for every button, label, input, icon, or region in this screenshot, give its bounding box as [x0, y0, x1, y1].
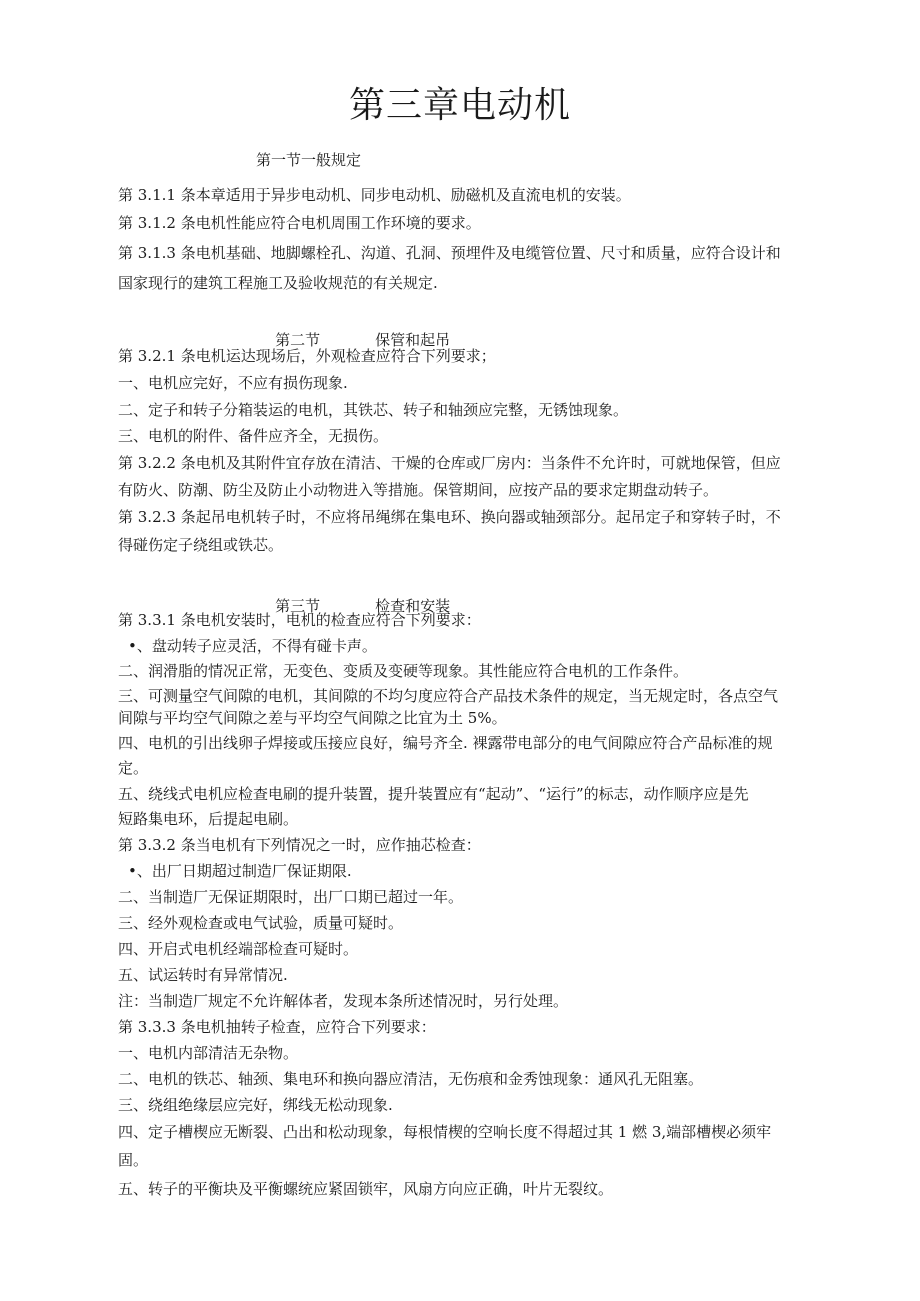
- list-item: 二、电机的铁芯、轴颈、集电环和换向器应清洁，无伤痕和金秀蚀现象：通风孔无阻塞。: [118, 1070, 704, 1088]
- list-item-cont: 间隙与平均空气间隙之差与平均空气间隙之比宜为土 5%。: [118, 709, 507, 727]
- list-item-cont: 固。: [118, 1151, 149, 1169]
- list-item: 五、试运转时有异常情况.: [118, 966, 288, 984]
- clause-3-1-1: 第 3.1.1 条本章适用于异步电动机、同步电动机、励磁机及直流电机的安装。: [118, 186, 631, 204]
- list-item: 二、定子和转子分箱装运的电机，其铁芯、转子和轴颈应完整，无锈蚀现象。: [118, 401, 629, 419]
- list-item: •、盘动转子应灵活，不得有碰卡声。: [128, 637, 377, 655]
- section-name: 检查和安装: [375, 597, 451, 615]
- list-item: •、出厂日期超过制造厂保证期限.: [128, 862, 352, 880]
- list-item: 五、绕线式电机应检查电刷的提升装置，提升装置应有“起动”、“运行”的标志，动作顺序应是先: [118, 785, 749, 803]
- list-item: 五、转子的平衡块及平衡螺统应紧固锁牢，风扇方向应正确，叶片无裂纹。: [118, 1180, 614, 1198]
- list-item: 三、经外观检查或电气试验，质量可疑时。: [118, 914, 404, 932]
- clause-3-2-2-cont: 有防火、防潮、防尘及防止小动物进入等措施。保管期间，应按产品的要求定期盘动转子。: [118, 481, 719, 499]
- section-name: 保管和起吊: [375, 331, 451, 349]
- clause-3-2-2: 第 3.2.2 条电机及其附件宜存放在清洁、干燥的仓库或厂房内：当条件不允许时，可就地保管，但应: [118, 454, 781, 472]
- clause-3-2-3-cont: 得碰伤定子绕组或铁芯。: [118, 536, 284, 554]
- list-item-cont: 短路集电环，后提起电刷。: [118, 810, 299, 828]
- clause-3-3-2: 第 3.3.2 条当电机有下列情况之一时，应作抽芯检查：: [118, 836, 481, 854]
- section-number: 第三节: [275, 597, 321, 615]
- list-item: 四、定子槽楔应无断裂、凸出和松动现象，每根情楔的空响长度不得超过其 1 燃 3,端部槽楔必须牢: [118, 1123, 772, 1141]
- clause-3-3-1: 第 3.3.1 条电机安装时，电机的检查应符合下列要求：: [118, 611, 481, 629]
- note: 注：当制造厂规定不允许解体者，发现本条所述情况时，另行处理。: [118, 992, 569, 1010]
- clause-3-1-3: 第 3.1.3 条电机基础、地脚螺栓孔、沟道、孔洞、预埋件及电缆管位置、尺寸和质量，应符合设计和: [118, 244, 781, 262]
- list-item: 一、电机应完好，不应有损伤现象.: [118, 374, 348, 392]
- section-number: 第二节: [275, 331, 321, 349]
- list-item: 四、开启式电机经端部检查可疑时。: [118, 940, 359, 958]
- list-item: 一、电机内部清洁无杂物。: [118, 1044, 299, 1062]
- list-item: 三、绕组绝缘层应完好，绑线无松动现象.: [118, 1096, 393, 1114]
- list-item: 四、电机的引出线卵子焊接或压接应良好，编号齐全. 裸露带电部分的电气间隙应符合产品标准的规: [118, 734, 773, 752]
- list-item: 三、电机的附件、备件应齐全，无损伤。: [118, 427, 389, 445]
- clause-3-1-3-cont: 国家现行的建筑工程施工及验收规范的有关规定.: [118, 274, 438, 292]
- list-item-cont: 定。: [118, 759, 149, 777]
- list-item: 三、可测量空气间隙的电机，其间隙的不均匀度应符合产品技术条件的规定，当无规定时，各点空气: [118, 687, 779, 705]
- list-item: 二、润滑脂的情况正常，无变色、变质及变硬等现象。其性能应符合电机的工作条件。: [118, 662, 689, 680]
- clause-3-3-3: 第 3.3.3 条电机抽转子检查，应符合下列要求：: [118, 1018, 436, 1036]
- section-heading-1: 第一节一般规定: [256, 151, 362, 169]
- list-item: 二、当制造厂无保证期限时，出厂口期已超过一年。: [118, 888, 464, 906]
- chapter-title: 第三章电动机: [348, 85, 571, 126]
- clause-3-2-3: 第 3.2.3 条起吊电机转子时，不应将吊绳绑在集电环、换向器或轴颈部分。起吊定子和穿转子时，不: [118, 508, 781, 526]
- clause-3-2-1: 第 3.2.1 条电机运达现场后，外观检查应符合下列要求；: [118, 347, 496, 365]
- clause-3-1-2: 第 3.1.2 条电机性能应符合电机周围工作环境的要求。: [118, 214, 481, 232]
